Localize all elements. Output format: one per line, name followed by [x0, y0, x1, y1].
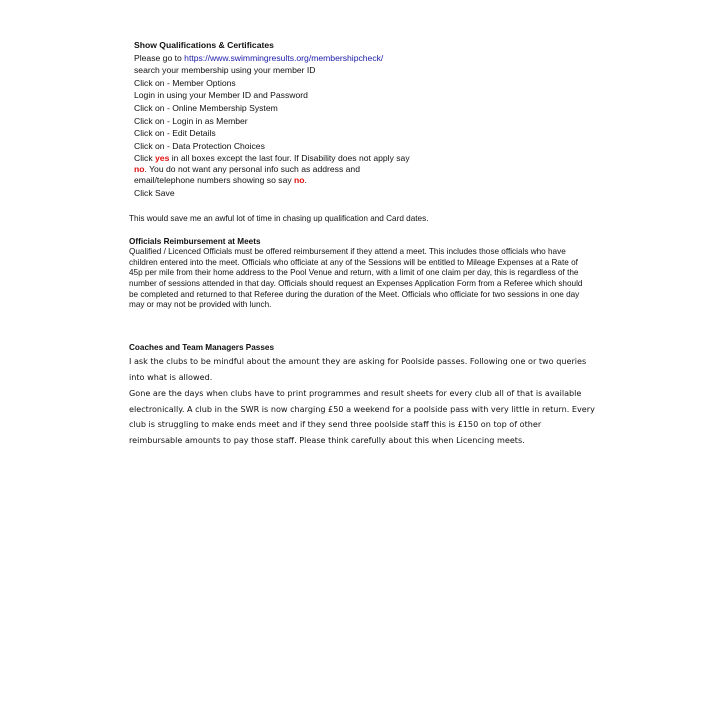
step-login: Login in using your Member ID and Password	[134, 90, 308, 101]
choices-text-1: Click	[134, 153, 156, 164]
no-highlight-2: no	[294, 174, 305, 185]
please-go-text: Please go to	[134, 52, 185, 63]
step-edit-details: Click on - Edit Details	[134, 128, 216, 139]
choices-text-4: .	[304, 174, 307, 185]
please-go-line	[134, 52, 434, 65]
step-click-save: Click Save	[134, 188, 175, 199]
coaches-paragraph-2: Gone are the days when clubs have to print programmes and result sheets for every club all of that is available electronically. A club in the SWR is now charging £50 a weekend for a poolside pass with very little in return. Every club is struggling to make ends meet and if they send three poolside staff this is £150 on top of other reimbursable amounts to pay those staff. Please think carefully about this when Licencing meets.	[129, 388, 595, 445]
yes-highlight: yes	[155, 153, 170, 164]
step-search: search your membership using your member ID	[134, 65, 316, 76]
officials-heading: Officials Reimbursement at Meets	[129, 236, 261, 246]
no-highlight: no	[134, 163, 145, 174]
step-login-member: Click on - Login in as Member	[134, 115, 248, 126]
qualifications-section	[134, 39, 434, 200]
section-spacer	[129, 225, 589, 237]
step-member-options: Click on - Member Options	[134, 77, 236, 88]
officials-section	[129, 214, 589, 311]
choices-text-2: in all boxes except the last four. If Disability does not apply say	[169, 153, 410, 164]
officials-body: Qualified / Licenced Officials must be offered reimbursement if they attend a meet. This includes those officials who have children entered into the meet. Officials who officiate at any of the Sessions will be entitled to Mileage Expenses at a Rate of 45p per mile from their home address to the Pool Venue and return, with a limit of one claim per day, this is regardless of the number of sessions attended in that day. Officials should request an Expenses Application Form from a Referee which should be completed and returned to that Referee during the duration of the Meet. Officials who officiate for two sessions in one day may or may not be provided with lunch.	[129, 247, 583, 310]
choices-instruction	[134, 153, 414, 185]
qualifications-heading: Show Qualifications & Certificates	[134, 40, 274, 50]
membership-check-link[interactable]: https://www.swimmingresults.org/membershipcheck/	[184, 52, 384, 63]
choices-text-3: . You do not want any personal info such as address and email/telephone numbers showing so say	[134, 163, 360, 185]
coaches-paragraph-1: I ask the clubs to be mindful about the amount they are asking for Poolside passes. Following one or two queries into what is allowed.	[129, 356, 587, 382]
step-data-protection: Click on - Data Protection Choices	[134, 140, 265, 151]
coaches-heading: Coaches and Team Managers Passes	[129, 343, 275, 352]
coaches-section	[129, 342, 599, 449]
time-note: This would save me an awful lot of time in chasing up qualification and Card dates.	[129, 214, 429, 223]
step-online-membership: Click on - Online Membership System	[134, 102, 278, 113]
